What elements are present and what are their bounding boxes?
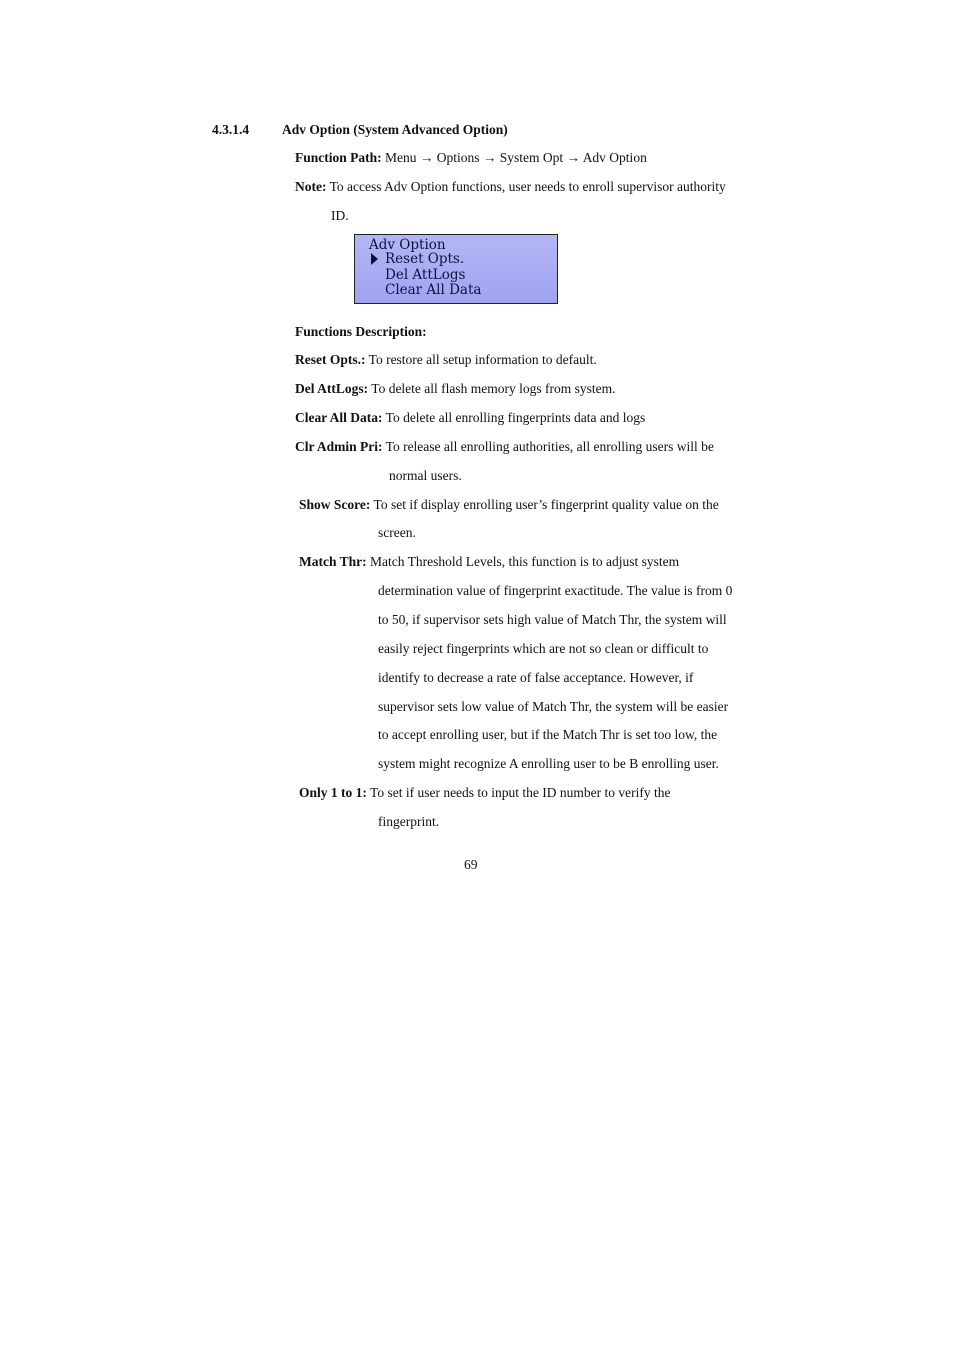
lcd-title: Adv Option [369,237,446,253]
desc-match-thr-line: system might recognize A enrolling user to be B enrolling user. [378,756,719,771]
note-label: Note: [295,179,327,194]
desc-reset-opts: Reset Opts.: To restore all setup information to default. [295,352,597,367]
lcd-menu-item-clear-all-data[interactable]: Clear All Data [385,282,482,298]
desc-show-score: Show Score: To set if display enrolling user’s fingerprint quality value on the [299,497,719,512]
desc-match-thr-line: supervisor sets low value of Match Thr, the system will be easier [378,699,729,714]
path-step: Menu [385,150,417,165]
desc-match-thr-line: identify to decrease a rate of false acceptance. However, if [378,670,694,685]
section-number: 4.3.1.4 [212,122,250,137]
desc-match-thr-line: determination value of fingerprint exactitude. The value is from 0 [378,583,733,598]
page-number: 69 [464,857,478,872]
right-triangle-icon [371,253,378,265]
path-step: Options [436,150,480,165]
desc-clear-all-data: Clear All Data: To delete all enrolling fingerprints data and logs [295,410,646,425]
desc-match-thr-line: easily reject fingerprints which are not so clean or difficult to [378,641,709,656]
desc-match-thr-line: to 50, if supervisor sets high value of Match Thr, the system will [378,612,727,627]
arrow-icon: → [482,150,497,165]
function-path [295,150,647,166]
note-line-2: ID. [331,208,349,223]
note-line-1: Note: To access Adv Option functions, user needs to enroll supervisor authority [295,179,726,194]
arrow-icon: → [566,150,581,165]
desc-clr-admin-pri: Clr Admin Pri: To release all enrolling authorities, all enrolling users will be [295,439,714,454]
desc-del-attlogs: Del AttLogs: To delete all flash memory logs from system. [295,381,616,396]
arrow-icon: → [419,150,434,165]
functions-heading: Functions Description: [295,324,427,339]
path-step: Adv Option [582,150,647,165]
desc-match-thr: Match Thr: Match Threshold Levels, this function is to adjust system [299,554,680,569]
function-path-label: Function Path: [295,150,382,165]
desc-only-1-to-1-cont: fingerprint. [378,814,440,829]
path-step: System Opt [499,150,564,165]
lcd-menu-item-del-attlogs[interactable]: Del AttLogs [385,267,466,283]
lcd-screen [354,234,558,304]
desc-match-thr-line: to accept enrolling user, but if the Match Thr is set too low, the [378,727,718,742]
desc-show-score-cont: screen. [378,525,416,540]
lcd-menu-item-reset-opts[interactable]: Reset Opts. [385,251,465,267]
section-title: Adv Option (System Advanced Option) [282,122,508,137]
desc-only-1-to-1: Only 1 to 1: To set if user needs to input the ID number to verify the [299,785,671,800]
desc-clr-admin-pri-cont: normal users. [389,468,462,483]
